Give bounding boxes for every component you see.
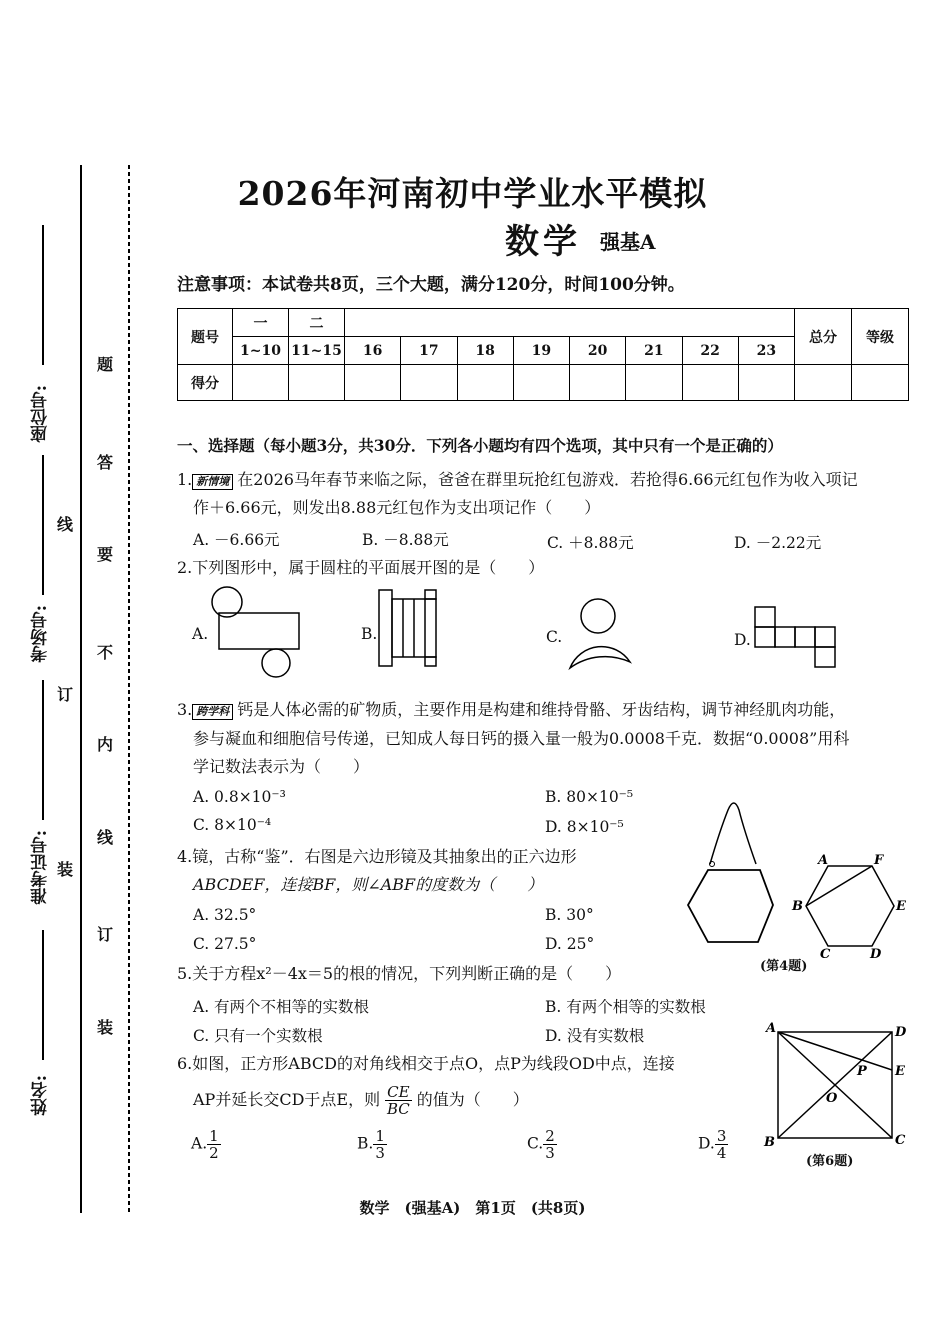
vertex-label-c: C [820, 947, 831, 962]
score-cell[interactable] [457, 365, 513, 401]
q1-line1 [177, 466, 858, 494]
score-cell[interactable] [682, 365, 738, 401]
q4-option-d[interactable]: D. 25° [545, 935, 595, 953]
binding-word: 线 [57, 515, 74, 534]
binding-word: 装 [97, 1018, 114, 1037]
part2-label: 二 [289, 309, 345, 337]
page-footer: 数学 (强基A) 第1页 (共8页) [359, 1199, 586, 1217]
q1-option-d[interactable]: D. －2.22元 [734, 534, 822, 552]
binding-word: 订 [57, 685, 74, 704]
q6-option-a-frac [207, 1128, 221, 1161]
q1-number: 1. [177, 470, 193, 489]
point-label-o: O [826, 1091, 838, 1106]
frac-den: 4 [716, 1144, 727, 1162]
frac-den: 2 [209, 1144, 219, 1162]
q2-line [177, 554, 544, 582]
room-input-line[interactable] [42, 455, 44, 595]
binding-line-outer [80, 165, 82, 1213]
frac-num: 2 [545, 1127, 555, 1145]
q5-text: 关于方程x²－4x＝5的根的情况，下列判断正确的是（ ） [192, 964, 622, 983]
score-cell[interactable] [513, 365, 569, 401]
q1-option-c[interactable]: C. ＋8.88元 [547, 534, 634, 552]
q5-option-b[interactable]: B. 有两个相等的实数根 [545, 998, 706, 1016]
q2-figure-b [376, 587, 446, 669]
subject-title: 数学 [505, 222, 581, 262]
q1-text1: 在2026马年春节来临之际，爸爸在群里玩抢红包游戏．若抢得6.66元红包作为收入项记 [237, 470, 858, 489]
binding-word: 装 [57, 860, 74, 879]
q6-text1: 如图，正方形ABCD的对角线相交于点O，点P为线段OD中点，连接 [192, 1054, 675, 1073]
exam-title: 2026年河南初中学业水平模拟 [237, 174, 708, 213]
q4-option-b[interactable]: B. 30° [545, 906, 594, 924]
q1-option-a[interactable]: A. －6.66元 [193, 531, 280, 549]
q3-option-c[interactable]: C. 8×10⁻⁴ [193, 816, 272, 834]
q6-line1 [177, 1050, 675, 1078]
frac-num: 1 [375, 1127, 385, 1145]
q3-option-a[interactable]: A. 0.8×10⁻³ [193, 788, 286, 806]
q3-option-d[interactable]: D. 8×10⁻⁵ [545, 818, 624, 836]
score-cell[interactable] [738, 365, 794, 401]
q3-text2: 参与凝血和细胞信号传递，已知成人每日钙的摄入量一般为0.0008千克．数据“0.0008”用科 [193, 729, 850, 748]
q6-ratio-den: BC [387, 1100, 410, 1118]
q3-number: 3. [177, 700, 193, 719]
q5-option-c[interactable]: C. 只有一个实数根 [193, 1027, 323, 1045]
question-number: 20 [570, 337, 626, 365]
binding-word: 内 [97, 735, 114, 754]
vertex-label-b: B [792, 899, 803, 914]
q6-ratio [385, 1084, 411, 1117]
q6-option-b[interactable] [357, 1128, 387, 1161]
subject-tag: 强基A [600, 230, 656, 254]
q2-option-b[interactable]: B. [361, 625, 378, 643]
q4-mirror-figure [684, 800, 784, 946]
score-cell[interactable] [852, 365, 909, 401]
q5-line [177, 960, 621, 988]
q4-figure-caption: (第4题) [760, 959, 808, 974]
binding-word: 题 [97, 355, 114, 374]
vertex-label-e: E [896, 899, 906, 914]
q3-text3: 学记数法表示为（ ） [193, 757, 370, 776]
q1-option-b[interactable]: B. －8.88元 [362, 531, 449, 549]
binding-word: 不 [97, 643, 114, 662]
binding-word: 要 [97, 545, 114, 564]
question-number: 21 [626, 337, 682, 365]
q6-option-d-frac [715, 1128, 729, 1161]
score-cell[interactable] [401, 365, 457, 401]
question-number: 17 [401, 337, 457, 365]
vertex-label-f: F [874, 853, 884, 868]
q6-option-b-frac [373, 1128, 387, 1161]
ticket-input-line[interactable] [42, 680, 44, 820]
name-label: 姓名: [31, 1075, 51, 1116]
score-cell[interactable] [626, 365, 682, 401]
score-cell[interactable] [795, 365, 852, 401]
q2-figure-d [752, 604, 842, 668]
point-label-b: B [764, 1135, 775, 1150]
seat-input-line[interactable] [42, 225, 44, 365]
q4-text2: ABCDEF，连接BF，则∠ABF的度数为（ ） [193, 875, 544, 894]
q3-line1 [177, 696, 845, 724]
q6-text2b: 的值为（ ） [416, 1090, 529, 1109]
vertex-label-a: A [818, 853, 829, 868]
q2-text: 下列图形中，属于圆柱的平面展开图的是（ ） [192, 558, 545, 577]
score-cell[interactable] [289, 365, 345, 401]
q4-option-c[interactable]: C. 27.5° [193, 935, 257, 953]
total-label: 总分 [795, 309, 852, 365]
q6-option-b-letter: B. [357, 1134, 374, 1153]
q2-option-a[interactable]: A. [192, 625, 209, 643]
score-cell[interactable] [233, 365, 289, 401]
part3-header [345, 309, 795, 337]
ticket-label: 准考证号: [31, 830, 51, 905]
q6-option-d-letter: D. [698, 1134, 715, 1153]
q6-line2 [193, 1084, 529, 1117]
score-row-label-bottom: 得分 [178, 365, 233, 401]
q6-option-c-letter: C. [527, 1134, 544, 1153]
q4-option-a[interactable]: A. 32.5° [193, 906, 257, 924]
q4-number: 4. [177, 847, 193, 866]
frac-den: 3 [375, 1144, 385, 1162]
q6-option-a-letter: A. [191, 1134, 208, 1153]
point-label-d: D [895, 1025, 907, 1040]
q1-tag: 新情境 [192, 474, 233, 490]
q5-option-d[interactable]: D. 没有实数根 [545, 1027, 645, 1045]
score-cell[interactable] [345, 365, 401, 401]
point-label-p: P [857, 1064, 867, 1079]
score-table [177, 308, 909, 401]
score-cell[interactable] [570, 365, 626, 401]
score-row-label-top: 题号 [178, 309, 233, 365]
q5-number: 5. [177, 964, 193, 983]
q4-hexagon-figure [790, 850, 920, 960]
q2-option-c[interactable]: C. [546, 628, 563, 646]
name-input-line[interactable] [42, 930, 44, 1060]
question-number: 18 [457, 337, 513, 365]
point-label-a: A [766, 1021, 777, 1036]
q6-number: 6. [177, 1054, 193, 1073]
q1-text2: 作＋6.66元，则发出8.88元红包作为支出项记作（ ） [193, 498, 601, 517]
frac-den: 3 [545, 1144, 555, 1162]
q3-option-b[interactable]: B. 80×10⁻⁵ [545, 788, 634, 806]
question-number: 22 [682, 337, 738, 365]
room-label: 考场号: [31, 605, 51, 663]
section1-heading: 一、选择题（每小题3分，共30分．下列各小题均有四个选项，其中只有一个是正确的） [177, 436, 783, 455]
binding-word: 订 [97, 925, 114, 944]
q6-square-figure [762, 1020, 912, 1150]
frac-num: 3 [716, 1127, 727, 1145]
binding-word: 线 [97, 828, 114, 847]
q2-figure-c [562, 596, 638, 672]
part1-range: 1~10 [233, 337, 289, 365]
question-number: 19 [513, 337, 569, 365]
exam-notice: 注意事项：本试卷共8页，三个大题，满分120分，时间100分钟。 [177, 275, 685, 295]
question-number: 23 [738, 337, 794, 365]
binding-line-dashed [128, 165, 130, 1213]
part1-label: 一 [233, 309, 289, 337]
point-label-c: C [895, 1133, 906, 1148]
part2-range: 11~15 [289, 337, 345, 365]
q4-line1 [177, 843, 577, 871]
grade-label: 等级 [852, 309, 909, 365]
q6-figure-caption: (第6题) [806, 1154, 854, 1169]
q4-text1: 镜，古称“鉴”．右图是六边形镜及其抽象出的正六边形 [192, 847, 577, 866]
q3-text1: 钙是人体必需的矿物质，主要作用是构建和维持骨骼、牙齿结构，调节神经肌肉功能， [237, 700, 846, 719]
q6-option-c[interactable] [527, 1128, 557, 1161]
vertex-label-d: D [870, 947, 882, 962]
question-number: 16 [345, 337, 401, 365]
q6-option-c-frac [543, 1128, 557, 1161]
q3-tag: 跨学科 [192, 704, 233, 720]
q6-text2a: AP并延长交CD于点E，则 [193, 1090, 381, 1109]
q6-option-d[interactable] [698, 1128, 728, 1161]
q2-option-d[interactable]: D. [734, 631, 751, 649]
q6-ratio-num: CE [387, 1083, 410, 1101]
seat-label: 座位号: [31, 385, 51, 443]
q6-option-a[interactable] [191, 1128, 221, 1161]
binding-word: 答 [97, 453, 114, 472]
q2-number: 2. [177, 558, 193, 577]
q2-figure-a [205, 585, 305, 680]
q5-option-a[interactable]: A. 有两个不相等的实数根 [193, 998, 370, 1016]
frac-num: 1 [209, 1127, 219, 1145]
point-label-e: E [895, 1064, 905, 1079]
